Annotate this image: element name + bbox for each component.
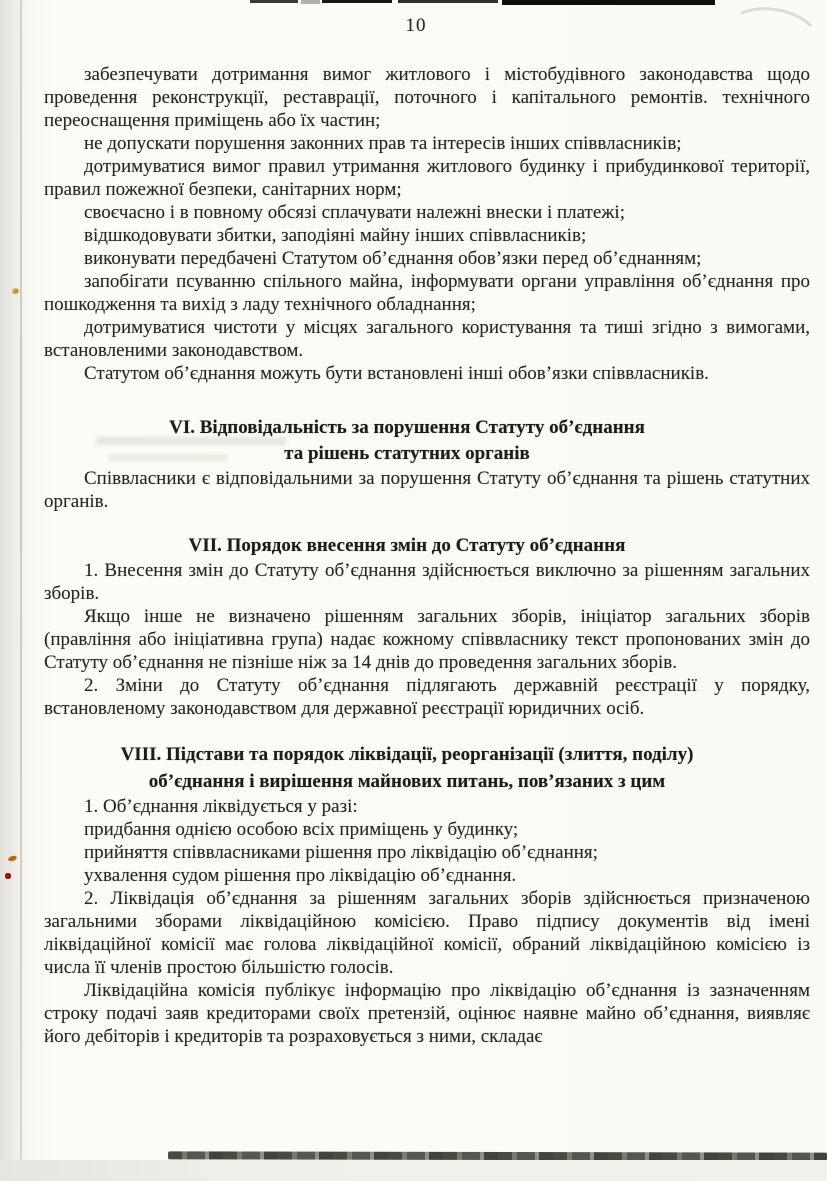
page-number: 10 — [405, 15, 427, 36]
list-item: ухвалення судом рішення про ліквідацію об’єднання. — [84, 865, 517, 886]
paragraph: Співвласники є відповідальними за порушення Статуту об’єднання та рішень статутних органів. — [44, 468, 810, 512]
obligation-paragraph: забезпечувати дотримання вимог житлового і містобудівного законодавства щодо проведення реконструкції, реставрації, поточного і капітального ремонтів. технічного переоснащення приміщень або їх частин; — [44, 64, 810, 131]
document-body — [44, 0, 810, 1048]
section-vi-heading — [44, 415, 770, 467]
paragraph: 1. Об’єднання ліквідується у разі: — [84, 796, 358, 817]
scan-artifact-speck — [5, 873, 11, 879]
paragraph: Ліквідаційна комісія публікує інформацію про ліквідацію об’єднання із зазначенням строку подачі заяв кредиторами своїх претензій, оцінює наявне майно об’єднання, виявляє його дебіторів і кредиторів та розраховується з ними, складає — [44, 980, 810, 1047]
scan-artifact-speck — [12, 288, 19, 294]
section-viii-heading — [44, 741, 770, 795]
list-item: придбання однією особою всіх приміщень у будинку; — [84, 819, 519, 840]
section-vii-heading — [44, 533, 770, 559]
paragraph: Якщо інше не визначено рішенням загальних зборів, ініціатор загальних зборів (правління або ініціативна група) надає кожному співвласнику текст пропонованих змін до Статуту об’єднання не пізніше ніж за 14 днів до проведення загальних зборів. — [44, 606, 810, 673]
obligation-paragraph: відшкодовувати збитки, заподіяні майну інших співвласників; — [84, 225, 587, 246]
page-edge-shadow — [20, 0, 22, 1181]
obligation-paragraph: дотримуватися вимог правил утримання житлового будинку і прибудинкової території, правил пожежної безпеки, санітарних норм; — [44, 156, 810, 200]
obligation-paragraph: Статутом об’єднання можуть бути встановлені інші обов’язки співвласників. — [84, 363, 709, 384]
obligation-paragraph: своєчасно і в повному обсязі сплачувати належні внески і платежі; — [84, 202, 625, 223]
section-vi-heading-line2: та рішень статутних органів — [284, 443, 530, 464]
paragraph: 2. Зміни до Статуту об’єднання підлягають державній реєстрації у порядку, встановленому законодавством для державної реєстрації юридичних осіб. — [44, 675, 810, 719]
section-vii-heading-line1: VII. Порядок внесення змін до Статуту об’єднання — [188, 535, 626, 556]
section-viii-heading-line2: об’єднання і вирішення майнових питань, пов’язаних з цим — [148, 771, 666, 792]
scanner-margin-bottom — [0, 1160, 827, 1181]
paragraph: 1. Внесення змін до Статуту об’єднання здійснюється виключно за рішенням загальних зборів. — [44, 560, 810, 604]
section-vi-heading-line1: VI. Відповідальність за порушення Статуту об’єднання — [169, 417, 645, 438]
section-viii-heading-line1: VIII. Підстави та порядок ліквідації, реорганізації (злиття, поділу) — [120, 744, 694, 765]
scan-artifact-speck — [7, 855, 17, 863]
obligation-paragraph: запобігати псуванню спільного майна, інформувати органи управління об’єднання про пошкодження та вихід з ладу технічного обладнання; — [44, 271, 810, 315]
obligation-paragraph: не допускати порушення законних прав та інтересів інших співвласників; — [84, 133, 682, 154]
obligation-paragraph: дотримуватися чистоти у місцях загального користування та тиші згідно з вимогами, встановленими законодавством. — [44, 317, 810, 361]
list-item: прийняття співвласниками рішення про ліквідацію об’єднання; — [84, 842, 598, 863]
paragraph: 2. Ліквідація об’єднання за рішенням загальних зборів здійснюється призначеною загальними зборами ліквідаційною комісією. Право підпису документів від імені ліквідаційної комісії має голова ліквідаційної комісії, обраний ліквідаційною комісією із числа її членів простою більшістю голосів. — [44, 888, 810, 978]
obligation-paragraph: виконувати передбачені Статутом об’єднання обов’язки перед об’єднанням; — [84, 248, 702, 269]
